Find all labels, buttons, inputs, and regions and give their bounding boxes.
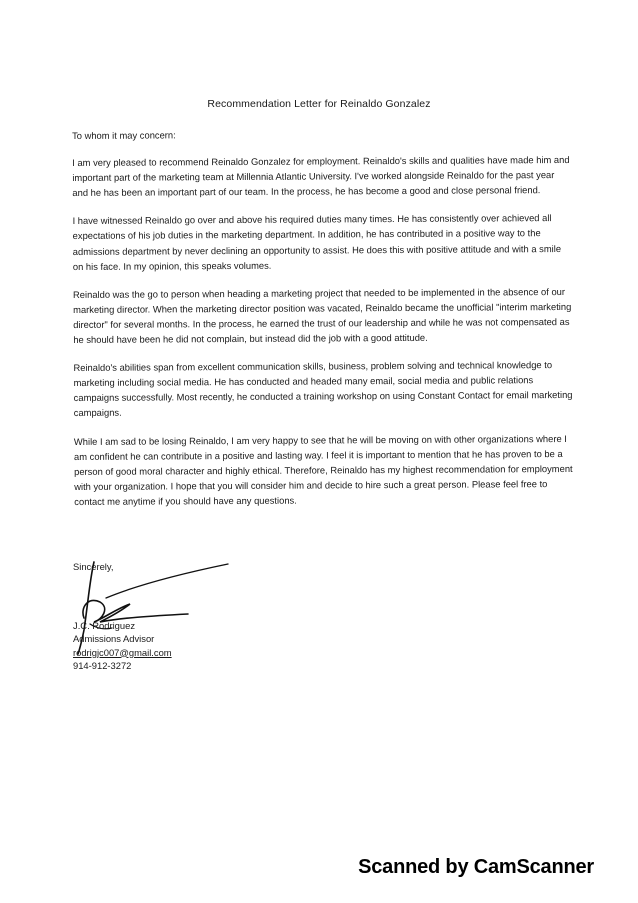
paragraph-3: Reinaldo was the go to person when heading a marketing project that needed to be implemented in the absence of our marketing director. When the marketing director position was vacated, Reinaldo became the unofficial "interim marketing director" for several months. In the process, he earned the trust of our leadership and while he was not compensated as he should have been he did not complain, but instead did the job with a good attitude.: [72, 285, 572, 346]
signer-name: J.C. Rodriguez: [73, 620, 136, 631]
signer-phone: 914-912-3272: [73, 659, 132, 671]
paragraph-2: I have witnessed Reinaldo go over and above his required duties many times. He has consistently over achieved all expectations of his job duties in the marketing department. In addition, he has contributed in a positive way to the admissions department by never declining an opportunity to assist. He does this with positive attitude and with a smile on his face. In my opinion, this speaks volumes.: [72, 212, 562, 272]
paragraph-4: Reinaldo's abilities span from excellent communication skills, business, problem solving and technical knowledge to marketing including social media. He has conducted and headed many email, social media and public relations campaigns successfully. Most recently, he conducted a training workshop on using Constant Contact for email marketing campaigns.: [73, 359, 573, 419]
signer-position: Admissions Advisor: [73, 633, 155, 645]
signer-email: rodrigjc007@gmail.com: [73, 646, 172, 658]
signature-block: [73, 619, 172, 672]
letter-body: [72, 125, 574, 522]
camscanner-watermark: Scanned by CamScanner: [358, 856, 594, 878]
paragraph-1: I am very pleased to recommend Reinaldo Gonzalez for employment. Reinaldo's skills and qualities have made him and important part of the marketing team at Millennia Atlantic University. I've worked alongside Reinaldo for the past year and he has been an important part of our team. In the process, he has become a good and close personal friend.: [72, 154, 570, 199]
paragraph-5: While I am sad to be losing Reinaldo, I am very happy to see that he will be moving on with other organizations where I am confident he can contribute in a positive and lasting way. I feel it is important to mention that he has proven to be a person of good moral character and highly ethical. Therefore, Reinaldo has my highest recommendation for employment with your organization. I hope that you will consider him and decide to hire such a great person. Please feel free to contact me anytime if you should have any questions.: [73, 432, 573, 507]
salutation: To whom it may concern:: [72, 129, 176, 141]
closing: Sincerely,: [73, 561, 114, 572]
letter-title: Recommendation Letter for Reinaldo Gonzalez: [207, 98, 431, 110]
